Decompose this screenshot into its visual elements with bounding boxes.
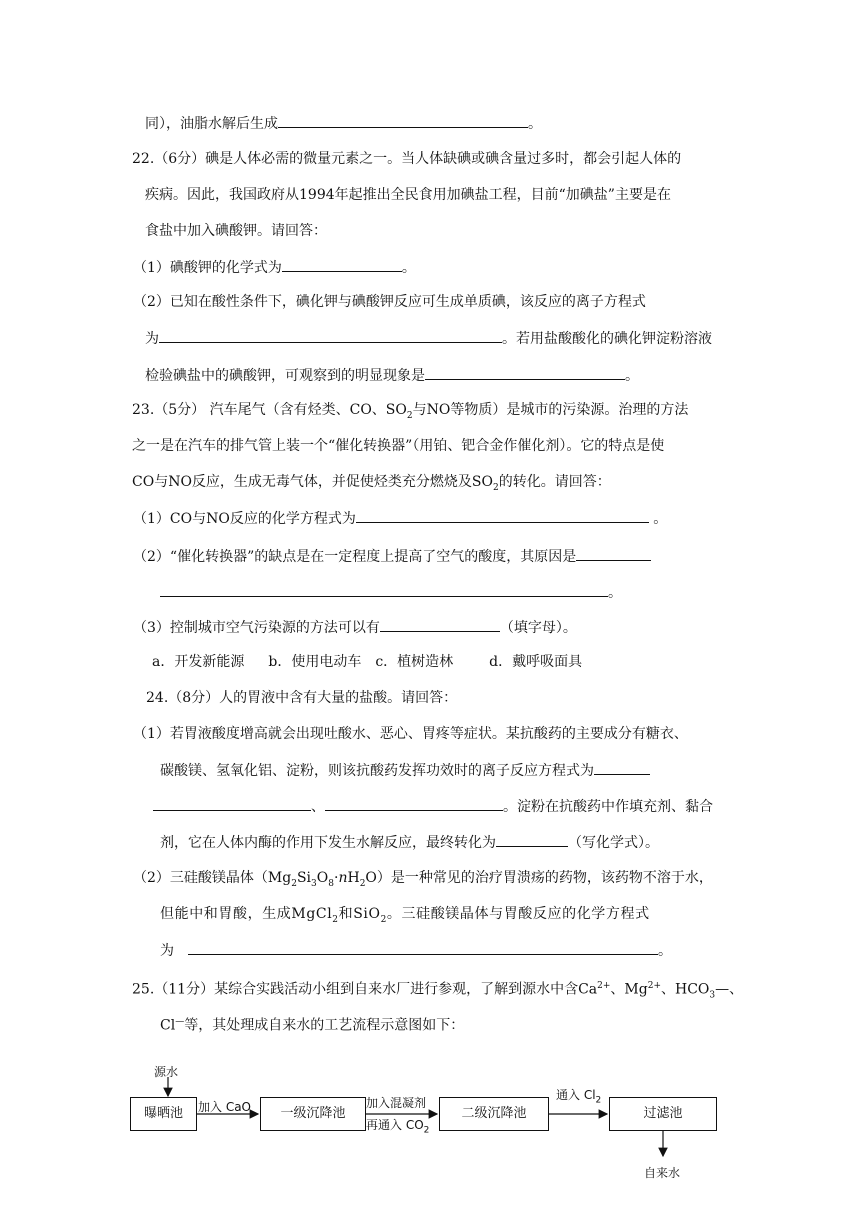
- q23-line3: CO与NO反应，生成无毒气体，并促使烃类充分燃烧及$SO_2$的转化。请回答：: [132, 474, 611, 493]
- q22-sub2-line2: 为 。若用盐酸酸化的碘化钾淀粉溶液: [145, 328, 712, 349]
- primary-settling-box: 一级沉降池: [260, 1097, 366, 1131]
- q23-sub2: （2）“催化转换器”的缺点是在一定程度上提高了空气的酸度，其原因是: [133, 546, 651, 567]
- q22-sub2-line3: 检验碘盐中的碘酸钾，可观察到的明显现象是 。: [145, 365, 639, 386]
- tap-water-label: 自来水: [644, 1166, 681, 1180]
- q23-sub3: （3）控制城市空气污染源的方法可以有 （填字母）。: [133, 617, 577, 638]
- option-b: b．使用电动车: [268, 654, 362, 670]
- arrow2-label-top: 加入混凝剂: [366, 1096, 427, 1110]
- option-a: a．开发新能源: [152, 654, 245, 670]
- q24-sub1-line4: 剂，它在人体内酶的作用下发生水解反应，最终转化为 （写化学式）。: [160, 832, 659, 853]
- q23-sub2-line2: 。: [160, 582, 622, 603]
- q24-sub1-line3: 、 。淀粉在抗酸药中作填充剂、黏合: [153, 796, 713, 817]
- sun-pool-box: 曝晒池: [130, 1097, 197, 1131]
- continuation-line: 同），油脂水解后生成 。: [145, 113, 542, 134]
- q24-sub1-line2: 碳酸镁、氢氧化铝、淀粉，则该抗酸药发挥功效时的离子反应方程式为: [160, 760, 650, 781]
- q24-sub2: （2）三硅酸镁晶体$(Mg_2Si_3O_8\cdot nH_2O)$是一种常见的治疗胃溃疡的药物，该药物不溶于水，: [133, 870, 713, 889]
- source-water-label: 源水: [154, 1065, 179, 1079]
- arrow2-label-bottom: 再通入 $CO_2$: [366, 1118, 430, 1136]
- q23-sub1: （1）CO与NO反应的化学方程式为 。: [133, 508, 667, 529]
- q23-line2: 之一是在汽车的排气管上装一个“催化转换器”（用铂、钯合金作催化剂）。它的特点是使: [132, 438, 665, 454]
- q23-line1: 23.（5分） 汽车尾气（含有烃类、CO、$SO_2$与NO等物质）是城市的污染源。治理的方法: [132, 402, 689, 421]
- q24-sub2-line3: 为 。: [160, 940, 672, 961]
- q22-sub2: （2）已知在酸性条件下，碘化钾与碘酸钾反应可生成单质碘，该反应的离子方程式: [133, 294, 646, 310]
- option-d: d．戴呼吸面具: [489, 654, 583, 670]
- option-c: c．植树造林: [375, 654, 454, 670]
- arrow1-label: 加入 CaO: [198, 1100, 251, 1114]
- q22-sub1: （1）碘酸钾的化学式为 。: [133, 257, 416, 278]
- arrow3-label: 通入 $Cl_2$: [556, 1088, 602, 1106]
- q24-sub1: （1）若胃液酸度增高就会出现吐酸水、恶心、胃疼等症状。某抗酸药的主要成分有糖衣、: [133, 726, 688, 742]
- filter-pool-box: 过滤池: [609, 1097, 717, 1131]
- q24-sub2-line2: 但能中和胃酸，生成MgCl$_2$和SiO$_2$。三硅酸镁晶体与胃酸反应的化学方程式: [160, 906, 650, 925]
- q22-line3: 食盐中加入碘酸钾。请回答：: [145, 223, 327, 239]
- q22-line2: 疾病。因此，我国政府从1994年起推出全民食用加碘盐工程，目前“加碘盐”主要是在: [145, 187, 671, 203]
- q24-line1: 24.（8分）人的胃液中含有大量的盐酸。请回答：: [146, 690, 458, 706]
- q25-line1: 25.（11分）某综合实践活动小组到自来水厂进行参观，了解到源水中含$Ca^{2+}$、$Mg^{2+}$、$HCO_3—$、: [132, 981, 744, 1001]
- q22-line1: 22.（6分）碘是人体必需的微量元素之一。当人体缺碘或碘含量过多时，都会引起人体的: [132, 151, 682, 167]
- q25-line2: Cl—等，其处理成自来水的工艺流程示意图如下：: [160, 1017, 465, 1034]
- secondary-settling-box: 二级沉降池: [439, 1097, 549, 1131]
